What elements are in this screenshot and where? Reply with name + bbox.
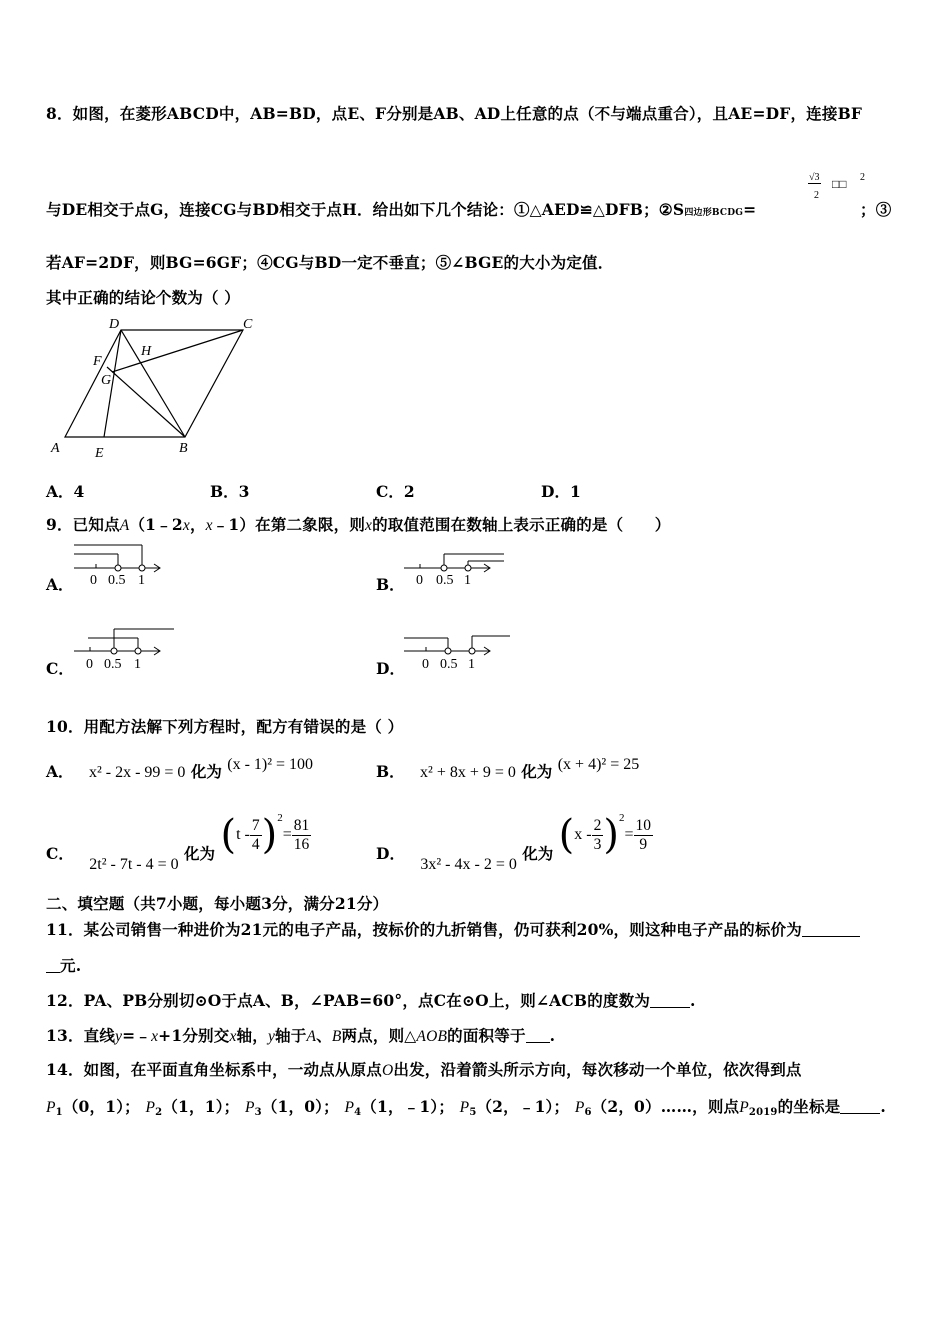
- q8-line2-sub: 四边形BCDG: [684, 208, 744, 218]
- q8-line2b: ；③: [860, 200, 892, 219]
- q8-line2: [46, 198, 756, 220]
- q10-option-d[interactable]: D． 3x² - 4x - 2 = 0 化为 (x - $\frac{2}{3}$ )$^2$= $\frac{10}{9}$: [376, 811, 651, 873]
- label-e: E: [95, 446, 104, 461]
- svg-text:0: 0: [422, 657, 429, 672]
- q14-line2: $P_1(0$，1）； $P_2(1$，1）； $P_3(1$，0）； $P_4(1$，﹣1）； $P_5(2$，﹣1）； $P_6(2$，0）……，则点$P_{2019}$的坐标是 .: [46, 1097, 886, 1118]
- q10-d-equation: 3x² - 4x - 2 = 0: [420, 856, 517, 873]
- svg-text:1: 1: [468, 657, 475, 672]
- q9-numberline-a: [70, 540, 180, 592]
- label-a: A: [51, 441, 60, 456]
- q8-line2-eq: =: [743, 200, 757, 219]
- q8-boxes: □□: [832, 177, 847, 191]
- q9-option-d[interactable]: D．: [376, 659, 405, 678]
- label-g: G: [101, 373, 112, 388]
- label-f: F: [93, 354, 102, 369]
- q9-option-c[interactable]: C．: [46, 659, 74, 678]
- q13-line: 13．直线y=﹣x+1分别交x轴，y轴于A、B两点，则△AOB的面积等于 .: [46, 1026, 556, 1045]
- q10-c-equation: 2t² - 7t - 4 = 0: [89, 856, 179, 873]
- q14-blank[interactable]: [840, 1099, 880, 1114]
- q10-b-result: (x + 4)² = 25: [557, 756, 640, 773]
- q9-numberline-b: [400, 540, 510, 592]
- q9-option-a[interactable]: A．: [46, 575, 74, 594]
- q12-line: 12．PA、PB分别切⊙O于点A、B，∠PAB=60°，点C在⊙O上，则∠ACB的度数为 .: [46, 991, 696, 1010]
- svg-text:0.5: 0.5: [440, 657, 458, 672]
- section-2-heading: 二、填空题（共7小题，每小题3分，满分21分）: [46, 894, 389, 913]
- q9-numberline-d: [400, 622, 515, 674]
- q14-line1: 14．如图，在平面直角坐标系中，一动点从原点O出发，沿着箭头所示方向，每次移动一个单位，依次得到点: [46, 1060, 802, 1079]
- svg-text:1: 1: [464, 573, 471, 588]
- segment-bf: [107, 367, 185, 437]
- q8-line3: 若AF=2DF，则BG=6GF；④CG与BD一定不垂直；⑤∠BGE的大小为定值．: [46, 253, 614, 272]
- q8-exp: 2: [860, 172, 865, 183]
- q9-stem: 9．已知点A（1﹣2x，x﹣1）在第二象限，则x的取值范围在数轴上表示正确的是（ ）: [46, 515, 671, 534]
- svg-text:1: 1: [138, 573, 145, 588]
- q8-option-d[interactable]: D．1: [541, 482, 581, 501]
- q10-a-result: (x - 1)² = 100: [227, 756, 314, 773]
- q10-stem: 10．用配方法解下列方程时，配方有错误的是（ ）: [46, 717, 404, 736]
- svg-text:0.5: 0.5: [108, 573, 126, 588]
- q8-area-formula: [808, 172, 868, 212]
- q8-option-b[interactable]: B．3: [210, 482, 250, 501]
- q10-option-a[interactable]: A． x² - 2x - 99 = 0 化为 (x - 1)² = 100: [46, 756, 314, 781]
- q11-line1: 11．某公司销售一种进价为21元的电子产品，按标价的九折销售，仍可获利20%，则这种电子产品的标价为: [46, 918, 860, 940]
- q8-line4: 其中正确的结论个数为（ ）: [46, 288, 240, 307]
- svg-text:0.5: 0.5: [104, 657, 122, 672]
- q9-option-b[interactable]: B．: [376, 575, 405, 594]
- label-b: B: [179, 441, 188, 456]
- q8-line1: 8．如图，在菱形ABCD中，AB=BD，点E、F分别是AB、AD上任意的点（不与端点重合），且AE=DF，连接BF: [46, 104, 863, 123]
- q11-line2: 元.: [46, 954, 81, 976]
- q9-numberline-c: [70, 622, 180, 674]
- q11-blank-cont: [46, 958, 60, 973]
- rhombus-abcd: [65, 330, 243, 437]
- q10-option-b[interactable]: B． x² + 8x + 9 = 0 化为 (x + 4)² = 25: [376, 756, 640, 781]
- svg-text:0.5: 0.5: [436, 573, 454, 588]
- q8-option-a[interactable]: A．4: [46, 482, 85, 501]
- q10-option-c[interactable]: C． 2t² - 7t - 4 = 0 化为 (t - $\frac{7}{4}$ )$^2$= $\frac{81}{16}$: [46, 811, 310, 873]
- svg-text:0: 0: [416, 573, 423, 588]
- q8-den2: 2: [814, 190, 819, 201]
- diagonal-bd: [121, 330, 185, 437]
- label-d: D: [109, 317, 120, 332]
- svg-text:1: 1: [134, 657, 141, 672]
- q12-blank[interactable]: [650, 993, 690, 1008]
- q8-line2a: 与DE相交于点G，连接CG与BD相交于点H．给出如下几个结论：①△AED≌△DFB；②S: [46, 200, 685, 219]
- label-h: H: [141, 344, 152, 359]
- q10-a-equation: x² - 2x - 99 = 0: [88, 764, 186, 781]
- q11-blank[interactable]: [802, 922, 860, 937]
- svg-text:0: 0: [90, 573, 97, 588]
- q8-sqrt3: √3: [809, 172, 820, 183]
- q10-b-equation: x² + 8x + 9 = 0: [420, 764, 516, 781]
- svg-text:0: 0: [86, 657, 93, 672]
- q8-rhombus-figure: [45, 312, 265, 462]
- q13-blank[interactable]: [526, 1028, 550, 1043]
- q8-option-c[interactable]: C．2: [376, 482, 415, 501]
- label-c: C: [243, 317, 253, 332]
